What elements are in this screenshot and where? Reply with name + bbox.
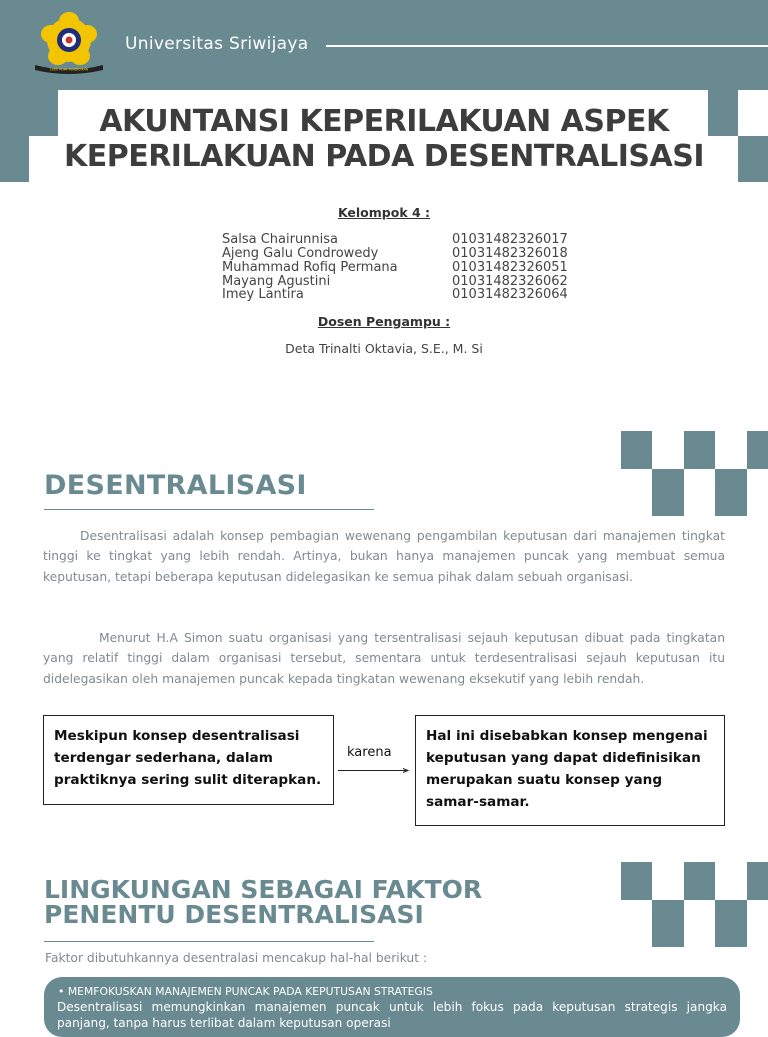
member-id: 01031482326018 — [452, 246, 568, 261]
paragraph: Menurut H.A Simon suatu organisasi yang tersentralisasi sejauh keputusan dibuat pada tingkatan yang relatif tinggi dalam organisasi tersebut, sementara untuk terdesentralisasi sejauh keputusan itu didelegasikan oleh manajemen puncak kepada tingkatan wewenang eksekutif yang lebih rendah. — [43, 631, 725, 686]
logo-motto: SUKU KUAT PENDIDIKAN — [49, 67, 89, 72]
deco-square — [715, 900, 747, 947]
section-rule — [44, 941, 374, 942]
deco-square — [715, 469, 747, 516]
document-title — [0, 104, 768, 174]
bullet-icon: • — [58, 985, 65, 998]
callout-box-right: Hal ini disebabkan konsep mengenai keputusan yang dapat didefinisikan merupakan suatu konsep yang samar-samar. — [415, 715, 725, 826]
group-heading: Kelompok 4 : — [337, 205, 431, 220]
lecturer-name: Deta Trinalti Oktavia, S.E., M. Si — [285, 341, 483, 356]
connector-label: karena — [347, 745, 392, 760]
section-title-line-1: LINGKUNGAN SEBAGAI FAKTOR — [44, 875, 483, 904]
member-id: 01031482326051 — [452, 260, 568, 275]
section-rule — [44, 509, 374, 510]
section-intro: Faktor dibutuhkannya desentralasi mencakup hal-hal berikut : — [45, 951, 428, 965]
arrow-right-icon — [338, 768, 410, 773]
callout-box-left: Meskipun konsep desentralisasi terdengar sederhana, dalam praktiknya sering sulit diterapkan. — [43, 715, 334, 805]
member-id: 01031482326017 — [452, 232, 568, 247]
member-name: Muhammad Rofiq Permana — [222, 260, 398, 275]
member-id: 01031482326062 — [452, 274, 568, 289]
deco-square — [652, 469, 684, 516]
university-name: Universitas Sriwijaya — [125, 34, 309, 54]
member-id: 01031482326064 — [452, 287, 568, 302]
paragraph: Desentralisasi adalah konsep pembagian wewenang pengambilan keputusan dari manajemen tingkat tinggi ke tingkat yang lebih rendah. Artinya, bukan hanya manajemen puncak yang membuat semua keputusan, tetapi beberapa keputusan didelegasikan ke semua pihak dalam sebuah organisasi. — [43, 529, 725, 584]
member-name: Imey Lantira — [222, 287, 304, 302]
deco-square — [652, 900, 684, 947]
section-title — [44, 877, 482, 927]
deco-square — [747, 862, 768, 900]
lecturer-heading: Dosen Pengampu : — [317, 314, 451, 329]
member-name: Mayang Agustini — [222, 274, 331, 289]
deco-square — [621, 431, 652, 469]
member-name: Salsa Chairunnisa — [222, 232, 339, 247]
factor-body: Desentralisasi memungkinkan manajemen puncak untuk lebih fokus pada keputusan strategis jangka panjang, tanpa harus terlibat dalam keputusan operasi — [57, 1000, 727, 1030]
factor-heading-text: MEMFOKUSKAN MANAJEMEN PUNCAK PADA KEPUTUSAN STRATEGIS — [67, 985, 433, 998]
deco-square — [747, 431, 768, 469]
header-divider — [326, 45, 768, 47]
member-name: Ajeng Galu Condrowedy — [222, 246, 379, 261]
deco-square — [684, 862, 715, 900]
section-title-line-2: PENENTU DESENTRALISASI — [44, 900, 424, 929]
title-line-2: KEPERILAKUAN PADA DESENTRALISASI — [63, 139, 704, 174]
section-title: DESENTRALISASI — [44, 470, 307, 501]
title-line-1: AKUNTANSI KEPERILAKUAN ASPEK — [99, 104, 669, 139]
deco-square — [621, 862, 652, 900]
factor-heading — [58, 985, 433, 998]
university-logo — [32, 12, 106, 74]
deco-square — [684, 431, 715, 469]
